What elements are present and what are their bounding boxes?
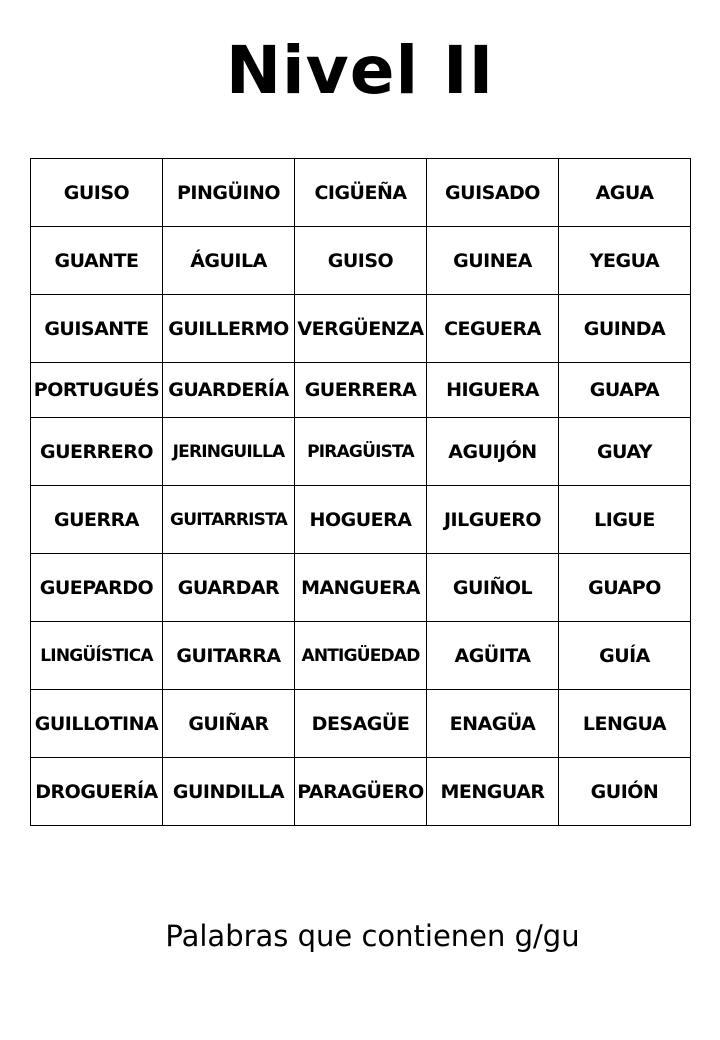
word-cell: JILGUERO — [427, 486, 559, 554]
word-cell: AGUIJÓN — [427, 418, 559, 486]
word-cell: PORTUGUÉS — [31, 363, 163, 418]
word-cell: GUISANTE — [31, 295, 163, 363]
word-cell: GUANTE — [31, 227, 163, 295]
word-cell: HIGUERA — [427, 363, 559, 418]
word-cell: LIGUE — [559, 486, 691, 554]
word-cell: GUILLERMO — [163, 295, 295, 363]
table-row — [31, 295, 691, 363]
word-cell: GUIÑAR — [163, 690, 295, 758]
word-cell: PIRAGÜISTA — [295, 418, 427, 486]
word-cell: GUÍA — [559, 622, 691, 690]
table-row — [31, 622, 691, 690]
word-cell: HOGUERA — [295, 486, 427, 554]
word-cell: GUITARRISTA — [163, 486, 295, 554]
word-cell: GUERRERO — [31, 418, 163, 486]
word-cell: GUARDERÍA — [163, 363, 295, 418]
table-row — [31, 758, 691, 826]
table-row — [31, 159, 691, 227]
word-cell: CIGÜEÑA — [295, 159, 427, 227]
word-cell: VERGÜENZA — [295, 295, 427, 363]
word-cell: DESAGÜE — [295, 690, 427, 758]
word-cell: PINGÜINO — [163, 159, 295, 227]
word-cell: GUISO — [295, 227, 427, 295]
word-cell: GUITARRA — [163, 622, 295, 690]
word-cell: GUIÓN — [559, 758, 691, 826]
word-cell: GUISO — [31, 159, 163, 227]
word-cell: ÁGUILA — [163, 227, 295, 295]
word-cell: MENGUAR — [427, 758, 559, 826]
table-row — [31, 690, 691, 758]
page-title: Nivel II — [225, 32, 495, 109]
word-grid — [30, 158, 691, 826]
word-cell: GUINEA — [427, 227, 559, 295]
word-cell: CEGUERA — [427, 295, 559, 363]
word-cell: LENGUA — [559, 690, 691, 758]
table-row — [31, 554, 691, 622]
table-row — [31, 418, 691, 486]
word-cell: GUAPO — [559, 554, 691, 622]
table-row — [31, 227, 691, 295]
word-cell: GUISADO — [427, 159, 559, 227]
word-cell: ENAGÜA — [427, 690, 559, 758]
word-cell: GUERRA — [31, 486, 163, 554]
table-row — [31, 363, 691, 418]
word-cell: PARAGÜERO — [295, 758, 427, 826]
word-cell: DROGUERÍA — [31, 758, 163, 826]
word-cell: ANTIGÜEDAD — [295, 622, 427, 690]
word-cell: GUEPARDO — [31, 554, 163, 622]
table-row — [31, 486, 691, 554]
word-cell: GUARDAR — [163, 554, 295, 622]
word-cell: AGÜITA — [427, 622, 559, 690]
word-cell: LINGÜÍSTICA — [31, 622, 163, 690]
word-cell: GUINDILLA — [163, 758, 295, 826]
word-cell: GUINDA — [559, 295, 691, 363]
word-cell: GUIÑOL — [427, 554, 559, 622]
word-cell: YEGUA — [559, 227, 691, 295]
word-cell: AGUA — [559, 159, 691, 227]
word-cell: MANGUERA — [295, 554, 427, 622]
word-cell: JERINGUILLA — [163, 418, 295, 486]
word-cell: GUAPA — [559, 363, 691, 418]
footer-caption: Palabras que contienen g/gu — [165, 919, 580, 953]
word-cell: GUILLOTINA — [31, 690, 163, 758]
word-cell: GUAY — [559, 418, 691, 486]
word-cell: GUERRERA — [295, 363, 427, 418]
